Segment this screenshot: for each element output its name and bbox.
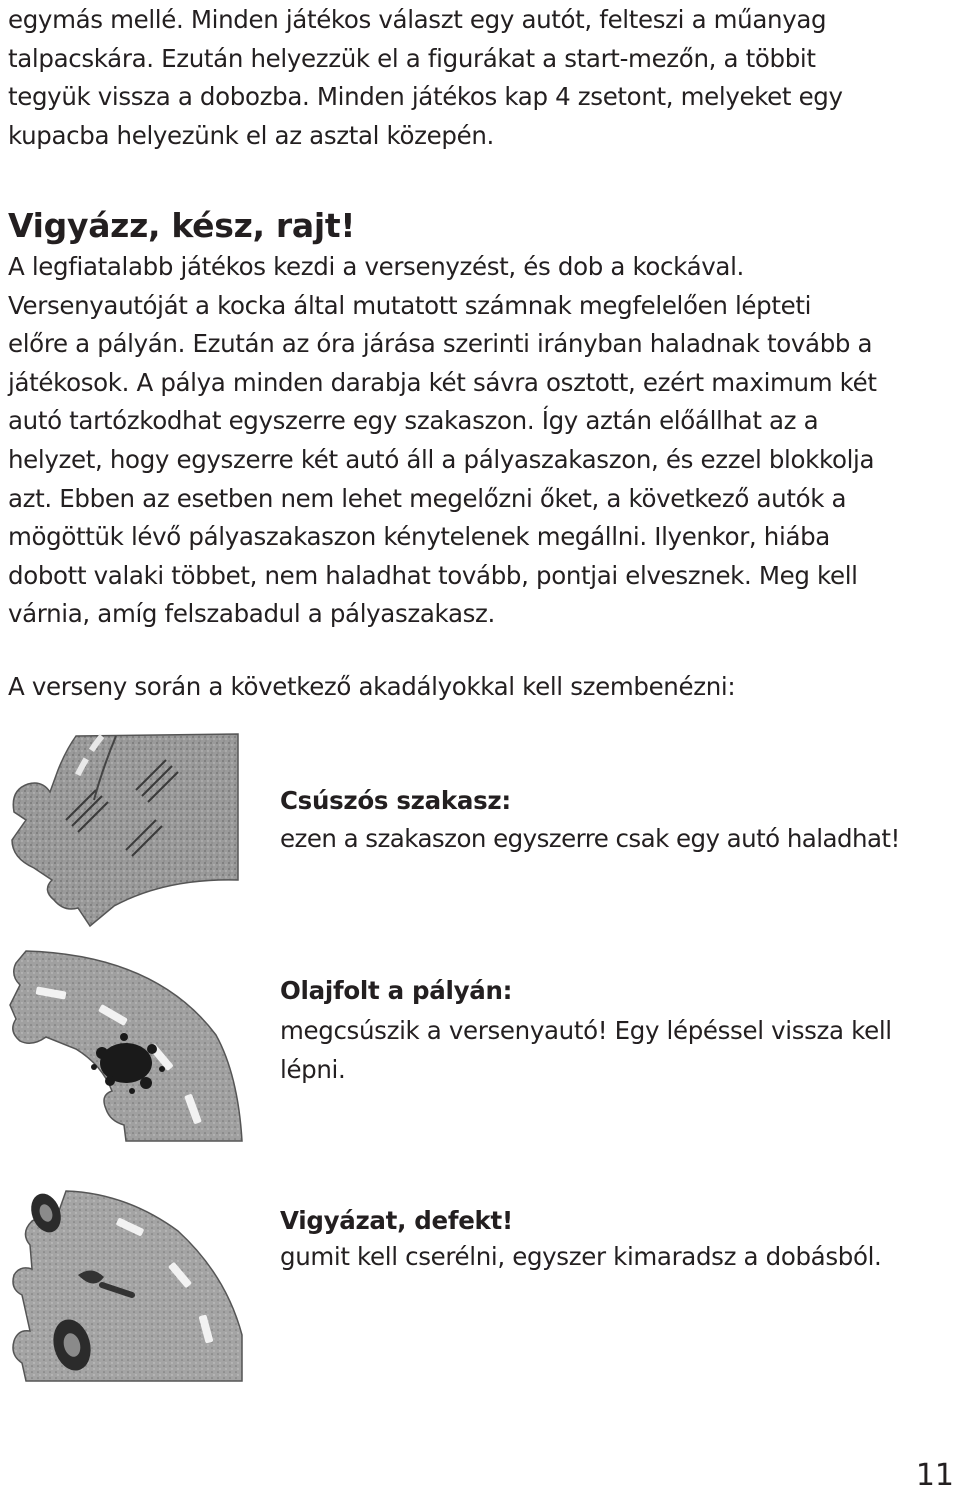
oil-spill-track-tile-icon (6, 945, 246, 1145)
obstacle-description (280, 1238, 950, 1277)
obstacle-title: Csúszós szakasz: (280, 786, 511, 815)
text-line: gumit kell cserélni, egyszer kimaradsz a dobásból. (280, 1242, 882, 1271)
text-line: ezen a szakaszon egyszerre csak egy autó haladhat! (280, 824, 900, 853)
text-line: A legfiatalabb játékos kezdi a versenyzést, és dob a kockával. (8, 252, 744, 281)
text-line: autó tartózkodhat egyszerre egy szakaszon. Így aztán előállhat az a (8, 406, 819, 436)
text-line: mögöttük lévő pályaszakaszon kénytelenek megállni. Ilyenkor, hiába (8, 522, 830, 552)
slippery-track-tile-icon (6, 730, 246, 930)
text-line: előre a pályán. Ezután az óra járása szerinti irányban haladnak tovább a (8, 329, 873, 359)
section-heading: Vigyázz, kész, rajt! (8, 206, 356, 245)
text-line: játékosok. A pálya minden darabja két sávra osztott, ezért maximum két (8, 367, 877, 397)
obstacle-description (280, 1012, 950, 1089)
text-line: egymás mellé. Minden játékos választ egy autót, felteszi a műanyag (8, 5, 827, 34)
rules-paragraph (8, 248, 953, 634)
page-number: 11 (915, 1458, 954, 1493)
obstacles-intro: A verseny során a következő akadályokkal kell szembenézni: (8, 672, 736, 701)
text-line: várnia, amíg felszabadul a pályaszakasz. (8, 599, 495, 629)
text-line: tegyük vissza a dobozba. Minden játékos kap 4 zsetont, melyeket egy (8, 82, 843, 112)
obstacle-description (280, 820, 960, 859)
text-line: kupacba helyezünk el az asztal közepén. (8, 120, 494, 150)
intro-paragraph (8, 1, 953, 155)
text-line: Versenyautóját a kocka által mutatott számnak megfelelően lépteti (8, 290, 812, 320)
text-line: helyzet, hogy egyszerre két autó áll a pályaszakaszon, és ezzel blokkolja (8, 444, 875, 474)
text-line: lépni. (280, 1054, 346, 1084)
obstacle-title: Vigyázat, defekt! (280, 1206, 513, 1235)
text-line: talpacskára. Ezután helyezzük el a figurákat a start-mezőn, a többit (8, 43, 816, 73)
flat-tire-track-tile-icon (6, 1185, 246, 1385)
text-line: azt. Ebben az esetben nem lehet megelőzni őket, a következő autók a (8, 483, 847, 513)
obstacle-title: Olajfolt a pályán: (280, 976, 513, 1005)
text-line: megcsúszik a versenyautó! Egy lépéssel vissza kell (280, 1016, 892, 1045)
text-line: dobott valaki többet, nem haladhat tovább, pontjai elvesznek. Meg kell (8, 560, 858, 590)
